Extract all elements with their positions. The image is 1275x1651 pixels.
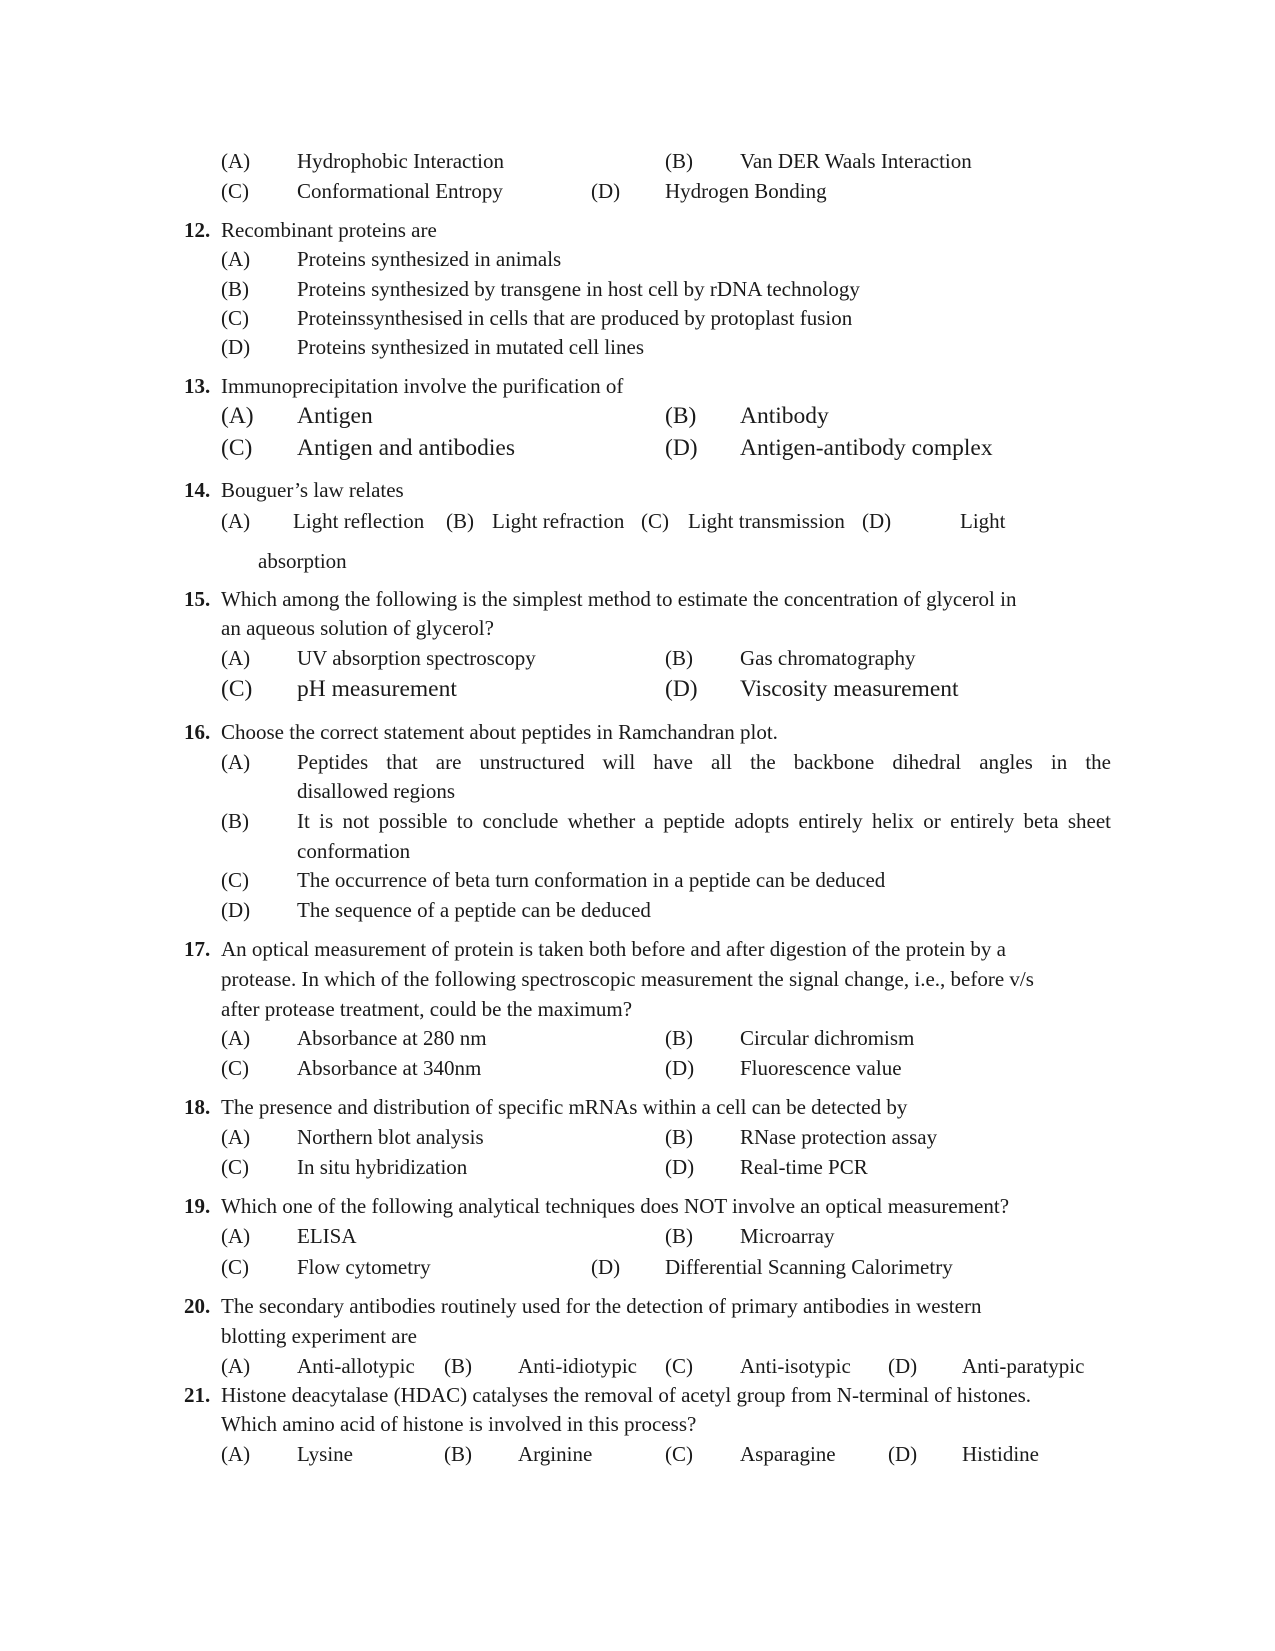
q17-option-c-text: Absorbance at 340nm: [297, 1056, 482, 1080]
q19-option-c-letter: (C): [221, 1255, 249, 1279]
q16-option-d-text: The sequence of a peptide can be deduced: [297, 898, 651, 922]
q16-number: 16.: [184, 720, 211, 744]
q12-option-d-text: Proteins synthesized in mutated cell lines: [297, 335, 645, 359]
q17-option-c-letter: (C): [221, 1056, 249, 1080]
q17-option-d-text: Fluorescence value: [740, 1056, 902, 1080]
q19-question-text: Which one of the following analytical techniques does NOT involve an optical measurement?: [221, 1194, 1010, 1218]
q11-option-c-letter: (C): [221, 179, 249, 203]
q18-option-b-letter: (B): [665, 1125, 693, 1149]
q21-question-text-line2: Which amino acid of histone is involved in this process?: [221, 1412, 697, 1436]
q21-number: 21.: [184, 1383, 211, 1407]
q11-option-b-text: Van DER Waals Interaction: [740, 149, 972, 173]
q17-number: 17.: [184, 937, 211, 961]
q11-option-a-text: Hydrophobic Interaction: [297, 149, 505, 173]
q15-option-c-text: pH measurement: [297, 676, 457, 702]
q17-question-text-line3: after protease treatment, could be the maximum?: [221, 997, 633, 1021]
q14-option-a-text: Light reflection: [293, 509, 425, 533]
q13-option-d-text: Antigen-antibody complex: [740, 435, 993, 461]
q15-option-c-letter: (C): [221, 676, 253, 702]
q15-option-b-letter: (B): [665, 646, 693, 670]
q18-option-a-letter: (A): [221, 1125, 251, 1149]
q11-option-d-letter: (D): [591, 179, 621, 203]
q14-option-d-text: Light: [960, 509, 1006, 533]
q16-option-b-text-line2: conformation: [297, 839, 411, 863]
q14-option-b-letter: (B): [446, 509, 474, 533]
q16-option-c-letter: (C): [221, 868, 249, 892]
q14-question-text: Bouguer’s law relates: [221, 478, 404, 502]
q19-option-a-text: ELISA: [297, 1224, 357, 1248]
q19-option-a-letter: (A): [221, 1224, 251, 1248]
q17-question-text-line1: An optical measurement of protein is taken both before and after digestion of the protein by a: [221, 937, 1006, 961]
q15-question-text-line2: an aqueous solution of glycerol?: [221, 616, 494, 640]
q12-question-text: Recombinant proteins are: [221, 218, 437, 242]
q15-option-a-text: UV absorption spectroscopy: [297, 646, 536, 670]
q13-question-text: Immunoprecipitation involve the purification of: [221, 374, 624, 398]
q11-option-b-letter: (B): [665, 149, 693, 173]
q11-option-c-text: Conformational Entropy: [297, 179, 503, 203]
q18-question-text: The presence and distribution of specific mRNAs within a cell can be detected by: [221, 1095, 908, 1119]
q11-option-d-text: Hydrogen Bonding: [665, 179, 827, 203]
q18-option-c-text: In situ hybridization: [297, 1155, 468, 1179]
q14-option-d-letter: (D): [862, 509, 892, 533]
q16-option-c-text: The occurrence of beta turn conformation in a peptide can be deduced: [297, 868, 886, 892]
q17-option-b-text: Circular dichromism: [740, 1026, 915, 1050]
q15-option-d-letter: (D): [665, 676, 698, 702]
q21-option-d-text: Histidine: [962, 1442, 1039, 1466]
q14-number: 14.: [184, 478, 211, 502]
q16-option-a-letter: (A): [221, 750, 251, 774]
q16-option-a-text-line1: Peptides that are unstructured will have all the backbone dihedral angles in the: [297, 750, 1111, 774]
q14-option-a-letter: (A): [221, 509, 251, 533]
q20-option-c-text: Anti-isotypic: [740, 1354, 851, 1378]
q18-option-c-letter: (C): [221, 1155, 249, 1179]
q20-option-b-text: Anti-idiotypic: [518, 1354, 637, 1378]
q21-option-c-letter: (C): [665, 1442, 693, 1466]
q14-option-c-text: Light transmission: [688, 509, 845, 533]
q20-question-text-line2: blotting experiment are: [221, 1324, 417, 1348]
q12-option-b-text: Proteins synthesized by transgene in host cell by rDNA technology: [297, 277, 860, 301]
q19-option-c-text: Flow cytometry: [297, 1255, 431, 1279]
q15-option-a-letter: (A): [221, 646, 251, 670]
q16-option-d-letter: (D): [221, 898, 251, 922]
q13-option-b-text: Antibody: [740, 403, 829, 429]
q15-number: 15.: [184, 587, 211, 611]
q12-option-b-letter: (B): [221, 277, 249, 301]
q15-question-text-line1: Which among the following is the simplest method to estimate the concentration of glycerol in: [221, 587, 1017, 611]
q12-option-a-text: Proteins synthesized in animals: [297, 247, 562, 271]
q19-option-b-text: Microarray: [740, 1224, 835, 1248]
q21-option-a-text: Lysine: [297, 1442, 353, 1466]
q13-option-b-letter: (B): [665, 403, 697, 429]
q19-option-d-text: Differential Scanning Calorimetry: [665, 1255, 953, 1279]
q12-number: 12.: [184, 218, 211, 242]
q14-option-d-continuation: absorption: [258, 549, 347, 573]
q16-question-text: Choose the correct statement about peptides in Ramchandran plot.: [221, 720, 778, 744]
q17-option-d-letter: (D): [665, 1056, 695, 1080]
q13-option-c-text: Antigen and antibodies: [297, 435, 515, 461]
q20-option-d-letter: (D): [888, 1354, 918, 1378]
q15-option-b-text: Gas chromatography: [740, 646, 916, 670]
q19-option-d-letter: (D): [591, 1255, 621, 1279]
q13-option-a-text: Antigen: [297, 403, 373, 429]
q21-option-b-text: Arginine: [518, 1442, 593, 1466]
q18-option-a-text: Northern blot analysis: [297, 1125, 484, 1149]
q17-question-text-line2: protease. In which of the following spectroscopic measurement the signal change, i.e., before v/s: [221, 967, 1034, 991]
q20-question-text-line1: The secondary antibodies routinely used for the detection of primary antibodies in western: [221, 1294, 982, 1318]
q16-option-b-text-line1: It is not possible to conclude whether a peptide adopts entirely helix or entirely beta sheet: [297, 809, 1111, 833]
q13-number: 13.: [184, 374, 211, 398]
q14-option-b-text: Light refraction: [492, 509, 625, 533]
q12-option-c-text: Proteinssynthesised in cells that are produced by protoplast fusion: [297, 306, 853, 330]
q19-option-b-letter: (B): [665, 1224, 693, 1248]
q13-option-c-letter: (C): [221, 435, 253, 461]
q15-option-d-text: Viscosity measurement: [740, 676, 959, 702]
q11-option-a-letter: (A): [221, 149, 251, 173]
q18-option-b-text: RNase protection assay: [740, 1125, 938, 1149]
q12-option-a-letter: (A): [221, 247, 251, 271]
q20-number: 20.: [184, 1294, 211, 1318]
q21-option-b-letter: (B): [444, 1442, 472, 1466]
q20-option-d-text: Anti-paratypic: [962, 1354, 1085, 1378]
q13-option-d-letter: (D): [665, 435, 698, 461]
q17-option-a-text: Absorbance at 280 nm: [297, 1026, 487, 1050]
q12-option-c-letter: (C): [221, 306, 249, 330]
q16-option-a-text-line2: disallowed regions: [297, 779, 456, 803]
q17-option-b-letter: (B): [665, 1026, 693, 1050]
q20-option-a-text: Anti-allotypic: [297, 1354, 415, 1378]
q21-option-a-letter: (A): [221, 1442, 251, 1466]
q21-question-text-line1: Histone deacytalase (HDAC) catalyses the removal of acetyl group from N-terminal of histones.: [221, 1383, 1031, 1407]
q20-option-c-letter: (C): [665, 1354, 693, 1378]
q20-option-a-letter: (A): [221, 1354, 251, 1378]
q18-option-d-text: Real-time PCR: [740, 1155, 868, 1179]
q21-option-c-text: Asparagine: [740, 1442, 836, 1466]
q21-option-d-letter: (D): [888, 1442, 918, 1466]
q14-option-c-letter: (C): [641, 509, 669, 533]
q20-option-b-letter: (B): [444, 1354, 472, 1378]
q16-option-b-letter: (B): [221, 809, 249, 833]
q18-option-d-letter: (D): [665, 1155, 695, 1179]
q13-option-a-letter: (A): [221, 403, 254, 429]
q18-number: 18.: [184, 1095, 211, 1119]
q19-number: 19.: [184, 1194, 211, 1218]
q12-option-d-letter: (D): [221, 335, 251, 359]
q17-option-a-letter: (A): [221, 1026, 251, 1050]
